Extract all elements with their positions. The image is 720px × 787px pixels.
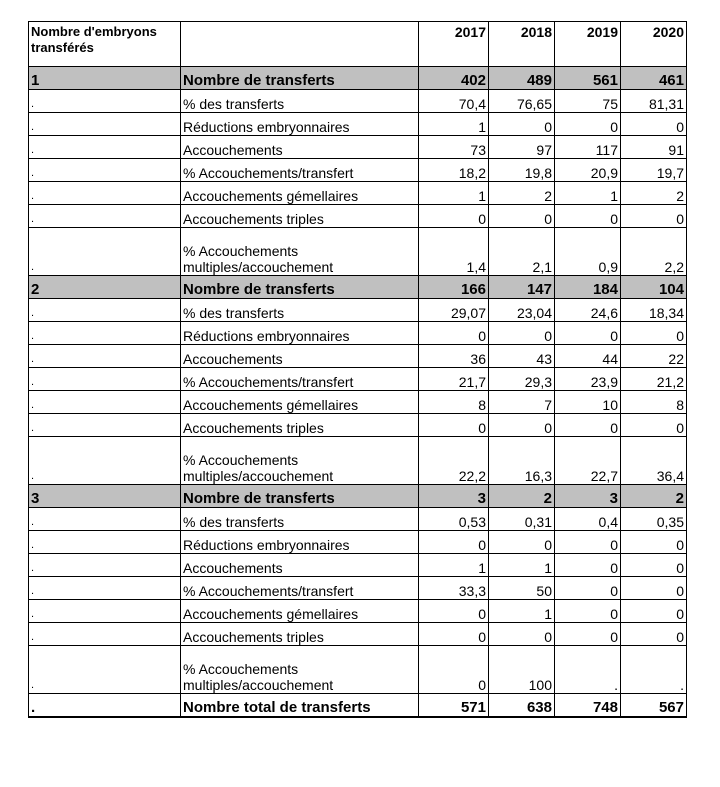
total-value: 571 bbox=[419, 694, 489, 718]
row-label: Accouchements triples bbox=[181, 414, 419, 437]
row-value: 0 bbox=[555, 554, 621, 577]
row-value: 70,4 bbox=[419, 90, 489, 113]
row-value: 100 bbox=[489, 646, 555, 694]
row-marker: . bbox=[29, 391, 181, 414]
row-value: 0,9 bbox=[555, 228, 621, 276]
row-marker: . bbox=[29, 182, 181, 205]
row-value: 50 bbox=[489, 577, 555, 600]
row-label: Accouchements gémellaires bbox=[181, 391, 419, 414]
row-marker: . bbox=[29, 623, 181, 646]
row-label: Réductions embryonnaires bbox=[181, 322, 419, 345]
group-title: Nombre de transferts bbox=[181, 485, 419, 508]
group-value: 104 bbox=[621, 276, 687, 299]
row-value: 0,53 bbox=[419, 508, 489, 531]
row-label: % Accouchements multiples/accouchement bbox=[181, 437, 419, 485]
row-value: 0 bbox=[621, 554, 687, 577]
row-label: % des transferts bbox=[181, 508, 419, 531]
group-number: 2 bbox=[29, 276, 181, 299]
row-label: Accouchements triples bbox=[181, 623, 419, 646]
table-row bbox=[29, 205, 687, 228]
row-value: 0 bbox=[419, 623, 489, 646]
row-value: 0 bbox=[489, 113, 555, 136]
table-row bbox=[29, 228, 687, 276]
row-marker: . bbox=[29, 322, 181, 345]
row-value: 22 bbox=[621, 345, 687, 368]
row-value: 0 bbox=[419, 414, 489, 437]
row-value: 1 bbox=[555, 182, 621, 205]
row-value: 0 bbox=[555, 577, 621, 600]
row-value: 0 bbox=[489, 623, 555, 646]
row-value: 19,7 bbox=[621, 159, 687, 182]
row-marker: . bbox=[29, 414, 181, 437]
group-title: Nombre de transferts bbox=[181, 67, 419, 90]
row-value: 29,07 bbox=[419, 299, 489, 322]
row-value: 36,4 bbox=[621, 437, 687, 485]
row-label: Accouchements triples bbox=[181, 205, 419, 228]
row-label: % Accouchements/transfert bbox=[181, 368, 419, 391]
table-row bbox=[29, 322, 687, 345]
group-value: 402 bbox=[419, 67, 489, 90]
group-value: 166 bbox=[419, 276, 489, 299]
row-value: 0 bbox=[555, 205, 621, 228]
row-value: 2 bbox=[489, 182, 555, 205]
row-value: 2,2 bbox=[621, 228, 687, 276]
row-value: 0 bbox=[419, 531, 489, 554]
row-value: 0 bbox=[621, 414, 687, 437]
row-value: 23,9 bbox=[555, 368, 621, 391]
row-marker: . bbox=[29, 577, 181, 600]
row-value: 44 bbox=[555, 345, 621, 368]
row-value: . bbox=[621, 646, 687, 694]
row-value: 19,8 bbox=[489, 159, 555, 182]
row-label: Accouchements bbox=[181, 554, 419, 577]
row-value: 2 bbox=[621, 182, 687, 205]
row-value: 33,3 bbox=[419, 577, 489, 600]
row-label: % Accouchements/transfert bbox=[181, 577, 419, 600]
table-row bbox=[29, 391, 687, 414]
group-header-row bbox=[29, 276, 687, 299]
row-marker: . bbox=[29, 159, 181, 182]
row-value: 0 bbox=[419, 322, 489, 345]
total-value: 748 bbox=[555, 694, 621, 718]
row-value: 97 bbox=[489, 136, 555, 159]
row-value: 1 bbox=[419, 113, 489, 136]
year-header: 2019 bbox=[555, 22, 621, 67]
row-label: Accouchements bbox=[181, 345, 419, 368]
row-value: 0 bbox=[419, 600, 489, 623]
row-value: 0 bbox=[555, 623, 621, 646]
row-marker: . bbox=[29, 136, 181, 159]
row-marker: . bbox=[29, 508, 181, 531]
row-value: 24,6 bbox=[555, 299, 621, 322]
row-value: 117 bbox=[555, 136, 621, 159]
row-marker: . bbox=[29, 554, 181, 577]
table-row bbox=[29, 159, 687, 182]
row-marker: . bbox=[29, 228, 181, 276]
row-label: % Accouchements multiples/accouchement bbox=[181, 228, 419, 276]
group-value: 2 bbox=[621, 485, 687, 508]
row-value: 0 bbox=[621, 205, 687, 228]
row-value: 0,35 bbox=[621, 508, 687, 531]
row-value: 18,2 bbox=[419, 159, 489, 182]
table-row bbox=[29, 113, 687, 136]
row-label: Accouchements gémellaires bbox=[181, 182, 419, 205]
row-marker: . bbox=[29, 113, 181, 136]
row-value: 76,65 bbox=[489, 90, 555, 113]
row-label: Accouchements gémellaires bbox=[181, 600, 419, 623]
table-row bbox=[29, 508, 687, 531]
year-header: 2020 bbox=[621, 22, 687, 67]
row-value: 8 bbox=[621, 391, 687, 414]
group-value: 2 bbox=[489, 485, 555, 508]
table-row bbox=[29, 600, 687, 623]
group-value: 3 bbox=[419, 485, 489, 508]
row-value: 0 bbox=[555, 322, 621, 345]
row-marker: . bbox=[29, 299, 181, 322]
row-value: 18,34 bbox=[621, 299, 687, 322]
row-value: 73 bbox=[419, 136, 489, 159]
total-title: Nombre total de transferts bbox=[181, 694, 419, 718]
row-value: 20,9 bbox=[555, 159, 621, 182]
row-value: 1,4 bbox=[419, 228, 489, 276]
row-value: 91 bbox=[621, 136, 687, 159]
row-value: 0 bbox=[489, 414, 555, 437]
row-value: 0 bbox=[621, 577, 687, 600]
table-row bbox=[29, 90, 687, 113]
row-value: 0 bbox=[555, 414, 621, 437]
row-label: Accouchements bbox=[181, 136, 419, 159]
row-value: 29,3 bbox=[489, 368, 555, 391]
row-label: Réductions embryonnaires bbox=[181, 113, 419, 136]
table-row bbox=[29, 623, 687, 646]
total-marker: . bbox=[29, 694, 181, 718]
ivf-transfers-table bbox=[28, 21, 687, 718]
row-value: 23,04 bbox=[489, 299, 555, 322]
row-marker: . bbox=[29, 646, 181, 694]
row-value: 75 bbox=[555, 90, 621, 113]
row-label: % Accouchements/transfert bbox=[181, 159, 419, 182]
row-value: 0 bbox=[621, 600, 687, 623]
table-row bbox=[29, 531, 687, 554]
row-value: 0 bbox=[419, 646, 489, 694]
row-value: 1 bbox=[419, 554, 489, 577]
row-value: 2,1 bbox=[489, 228, 555, 276]
table-row bbox=[29, 182, 687, 205]
row-value: 0 bbox=[489, 322, 555, 345]
row-label: % des transferts bbox=[181, 299, 419, 322]
row-value: 7 bbox=[489, 391, 555, 414]
total-value: 567 bbox=[621, 694, 687, 718]
table-row bbox=[29, 437, 687, 485]
row-marker: . bbox=[29, 205, 181, 228]
row-marker: . bbox=[29, 90, 181, 113]
group-value: 461 bbox=[621, 67, 687, 90]
row-value: 43 bbox=[489, 345, 555, 368]
table-row bbox=[29, 345, 687, 368]
year-header: 2017 bbox=[419, 22, 489, 67]
group-value: 147 bbox=[489, 276, 555, 299]
total-value: 638 bbox=[489, 694, 555, 718]
group-header-row bbox=[29, 485, 687, 508]
table-row bbox=[29, 414, 687, 437]
row-value: 1 bbox=[489, 554, 555, 577]
row-marker: . bbox=[29, 437, 181, 485]
row-value: 0,31 bbox=[489, 508, 555, 531]
header-blank bbox=[181, 22, 419, 67]
row-value: 16,3 bbox=[489, 437, 555, 485]
row-marker: . bbox=[29, 368, 181, 391]
row-value: 22,7 bbox=[555, 437, 621, 485]
row-value: 8 bbox=[419, 391, 489, 414]
group-value: 561 bbox=[555, 67, 621, 90]
row-label: % Accouchements multiples/accouchement bbox=[181, 646, 419, 694]
row-value: 0,4 bbox=[555, 508, 621, 531]
row-value: 0 bbox=[419, 205, 489, 228]
row-value: 0 bbox=[621, 322, 687, 345]
row-marker: . bbox=[29, 345, 181, 368]
year-header: 2018 bbox=[489, 22, 555, 67]
row-label: % des transferts bbox=[181, 90, 419, 113]
table-row bbox=[29, 646, 687, 694]
total-row bbox=[29, 694, 687, 718]
row-value: 10 bbox=[555, 391, 621, 414]
group-value: 489 bbox=[489, 67, 555, 90]
row-value: 0 bbox=[621, 113, 687, 136]
row-value: 21,2 bbox=[621, 368, 687, 391]
group-header-row bbox=[29, 67, 687, 90]
row-value: 21,7 bbox=[419, 368, 489, 391]
group-number: 1 bbox=[29, 67, 181, 90]
group-value: 3 bbox=[555, 485, 621, 508]
row-marker: . bbox=[29, 531, 181, 554]
row-value: 1 bbox=[489, 600, 555, 623]
row-value: 0 bbox=[489, 531, 555, 554]
header-label: Nombre d'embryons transférés bbox=[29, 22, 181, 67]
row-value: 0 bbox=[555, 113, 621, 136]
group-title: Nombre de transferts bbox=[181, 276, 419, 299]
row-value: . bbox=[555, 646, 621, 694]
row-value: 0 bbox=[555, 531, 621, 554]
row-value: 0 bbox=[621, 531, 687, 554]
row-value: 0 bbox=[621, 623, 687, 646]
group-value: 184 bbox=[555, 276, 621, 299]
table-body bbox=[29, 22, 687, 718]
table-row bbox=[29, 368, 687, 391]
row-marker: . bbox=[29, 600, 181, 623]
row-value: 81,31 bbox=[621, 90, 687, 113]
header-row bbox=[29, 22, 687, 67]
row-label: Réductions embryonnaires bbox=[181, 531, 419, 554]
row-value: 0 bbox=[489, 205, 555, 228]
row-value: 0 bbox=[555, 600, 621, 623]
group-number: 3 bbox=[29, 485, 181, 508]
table-row bbox=[29, 136, 687, 159]
row-value: 36 bbox=[419, 345, 489, 368]
row-value: 22,2 bbox=[419, 437, 489, 485]
table-row bbox=[29, 299, 687, 322]
table-row bbox=[29, 554, 687, 577]
row-value: 1 bbox=[419, 182, 489, 205]
table-row bbox=[29, 577, 687, 600]
